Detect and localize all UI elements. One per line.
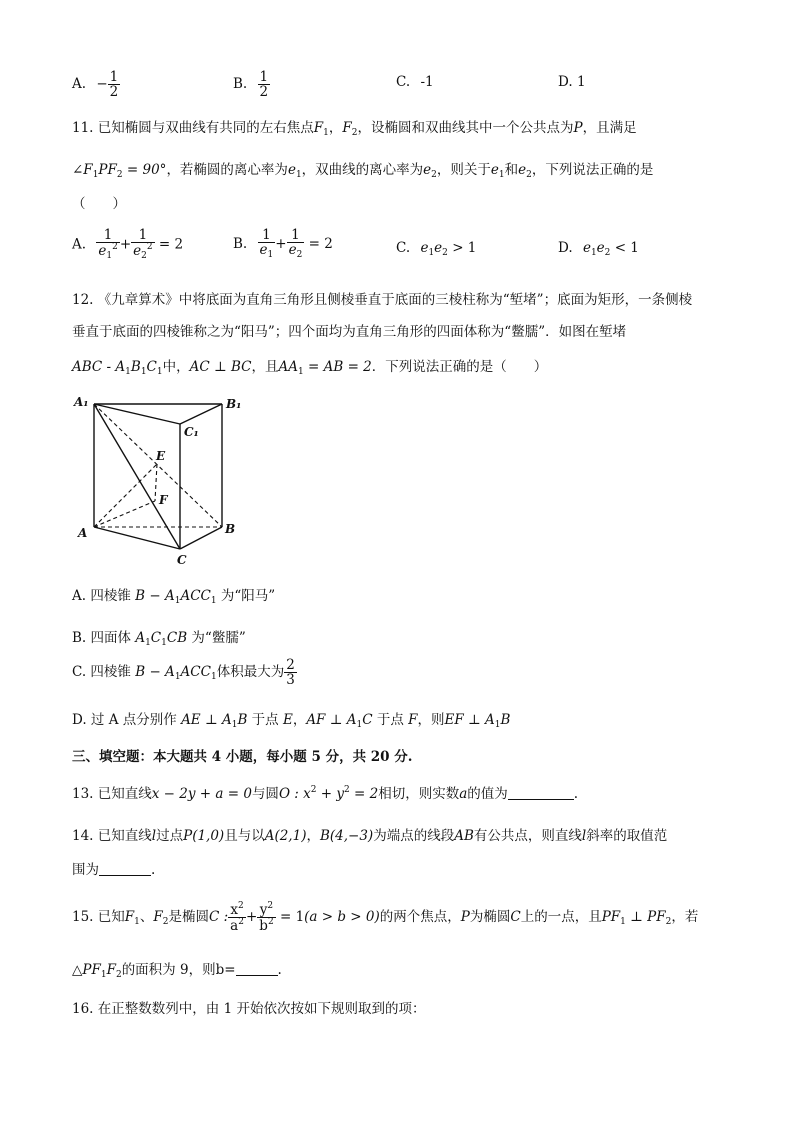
q12-option-c: C. 四棱锥 $B - A_1ACC_1$体积最大为 $\frac{2}{3}$ (72, 657, 295, 689)
q15-line2: $\triangle PF_1F_2$的面积为 9，则b= . (72, 962, 282, 980)
q11-line1: 11. 已知椭圆与双曲线有共同的左右焦点$F_1$，$F_2$，设椭圆和双曲线其中一个公共点为P，且满足 (72, 120, 637, 138)
edge-a1-b (94, 404, 222, 527)
prism-figure (72, 392, 262, 572)
q11-option-c: C. $e_1e_2 > 1$ (396, 240, 477, 258)
section-3-heading: 三、填空题：本大题共 4 小题，每小题 5 分，共 20 分. (72, 749, 413, 765)
q10-option-b: B. $\frac{1}{2}$ (233, 69, 269, 101)
q15-answer-blank[interactable] (236, 961, 278, 976)
label-b1: B₁ (226, 397, 242, 411)
q14-line1: 14. 已知直线l过点P(1,0)且与以A(2,1)，B(4,−3)为端点的线段AB有公共点，则直线l斜率的取值范 (72, 828, 668, 844)
q12-line1: 12. 《九章算术》中将底面为直角三角形且侧棱垂直于底面的三棱柱称为“堑堵”；底面为矩形，一条侧棱 (72, 292, 693, 308)
q12-line3: ABC - $A_1B_1C_1$中，AC ⊥ BC，且$AA_1$ = AB = 2．下列说法正确的是（ ） (72, 359, 548, 377)
q12-option-a: A. 四棱锥 $B - A_1ACC_1$ 为“阳马” (72, 588, 276, 606)
q10-option-c: C. -1 (396, 74, 434, 90)
q11-line2: $\angle F_1PF_2 = 90^\circ$，若椭圆的离心率为$e_1$，双曲线的离心率为$e_2$，则关于$e_1$和$e_2$，下列说法正确的是 (72, 162, 654, 180)
q15-line1: 15. 已知$F_1$、$F_2$是椭圆C : $\frac{x^2}{a^2}$ + $\frac{y^2}{b^2}$ = 1(a > b > 0)的两个焦点，P为椭圆C上的一点，且$PF_1$ ⊥ $PF_2$，若 (72, 901, 699, 935)
edge-c1-b1 (180, 404, 222, 424)
q13: 13. 已知直线x − 2y + a = 0与圆O : $x^2 + y^2 = 2$相切，则实数a的值为 . (72, 785, 579, 802)
q11-option-b: B. $\frac{1}{e_1}$ + $\frac{1}{e_2}$ = 2 (233, 227, 333, 261)
q14-line2: 围为 . (72, 862, 156, 878)
label-c: C (177, 553, 187, 567)
q12-line2: 垂直于底面的四棱锥称之为“阳马”；四个面均为直角三角形的四面体称为“鳖臑”．如图在堑堵 (72, 324, 627, 340)
q10-option-a: A. − $\frac{1}{2}$ (72, 69, 119, 101)
label-b: B (225, 522, 236, 536)
label-a1: A₁ (74, 395, 89, 409)
q13-answer-blank[interactable] (508, 785, 574, 800)
edge-c-b (180, 527, 222, 549)
edge-a1-c1 (94, 404, 180, 424)
label-e: E (156, 449, 166, 463)
label-a: A (78, 526, 88, 540)
edge-a-c (94, 527, 180, 549)
q11-option-d: D. $e_1e_2 < 1$ (558, 240, 639, 258)
q11-option-a: A. $\frac{1}{e_1^2}$ + $\frac{1}{e_2^2}$ = 2 (72, 227, 184, 262)
q12-option-b: B. 四面体 $A_1C_1CB$ 为“鳖臑” (72, 630, 246, 648)
q16: 16. 在正整数数列中，由 1 开始依次按如下规则取到的项： (72, 1001, 426, 1017)
q12-option-d: D. 过 A 点分别作 AE ⊥ $A_1B$ 于点 E，AF ⊥ $A_1C$ 于点 F，则EF ⊥ $A_1B$ (72, 712, 511, 730)
q11-paren: （ ） (72, 196, 126, 212)
label-c1: C₁ (184, 425, 199, 439)
edge-e-f (155, 464, 157, 501)
edge-a-f (94, 501, 155, 527)
q14-answer-blank[interactable] (99, 861, 151, 876)
q10-option-d: D. 1 (558, 74, 586, 90)
label-f: F (159, 493, 168, 507)
